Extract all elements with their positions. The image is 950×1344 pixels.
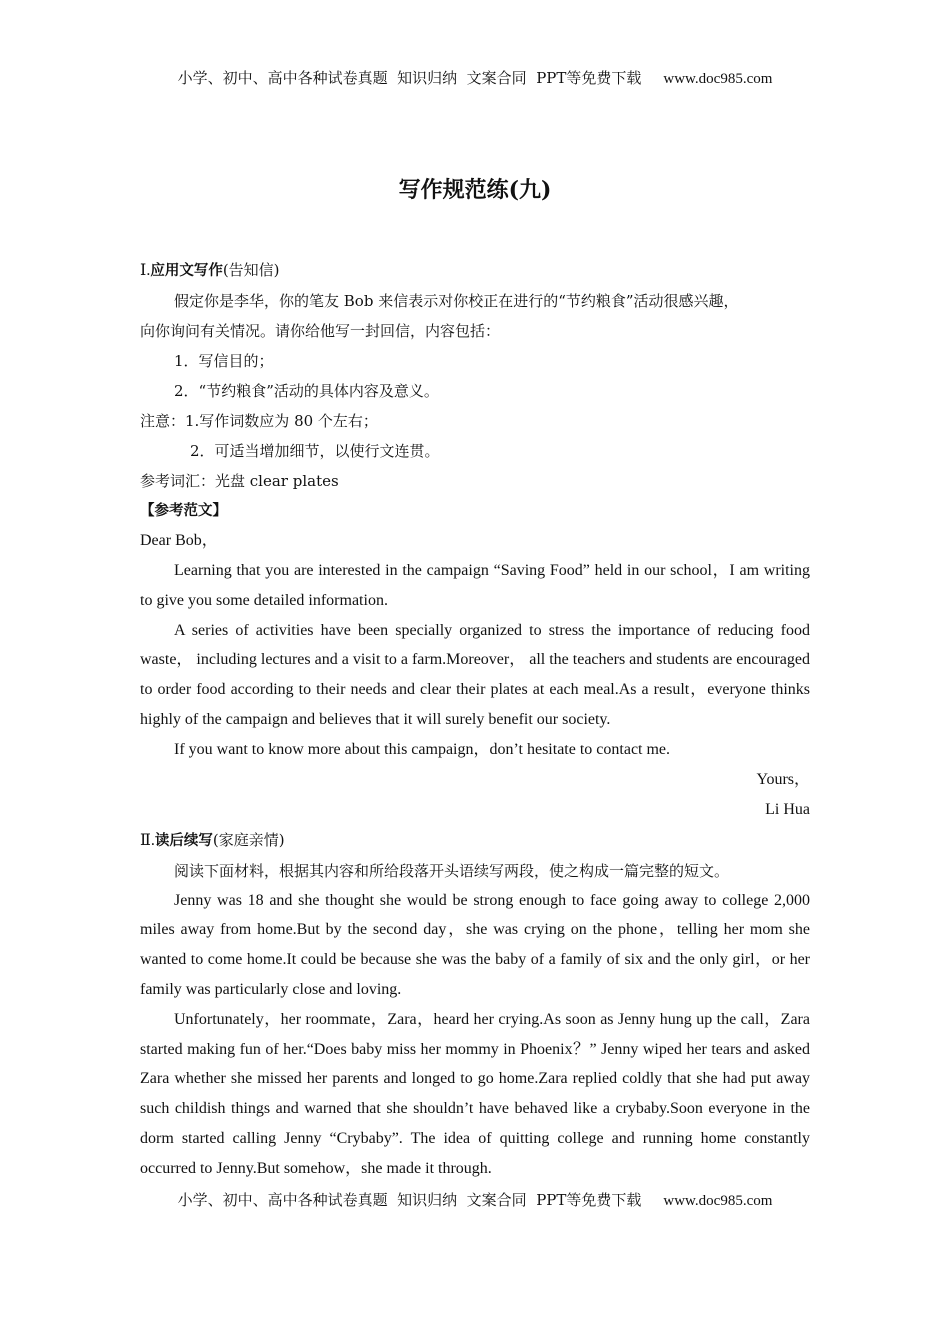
page-footer <box>0 1190 950 1211</box>
letter-signature: Li Hua <box>765 800 810 818</box>
section-2-heading <box>140 825 810 856</box>
section-1-number: Ⅰ. <box>140 262 151 279</box>
letter-paragraph-2: A series of activities have been specially organized to stress the importance of reducing food waste， including lectures and a visit to a farm.Moreover， all the teachers and students are encouraged to order food according to their needs and clear their plates at each meal.As a result，everyone thinks highly of the campaign and believes that it will surely benefit our society. <box>140 621 810 728</box>
page-title: 写作规范练(九) <box>398 177 552 203</box>
page-header <box>0 68 950 89</box>
header-text: 小学、初中、高中各种试卷真题 知识归纳 文案合同 PPT等免费下载 <box>177 69 642 87</box>
document-body <box>140 255 810 1184</box>
note-line-2: 2．可适当增加细节，以使行文连贯。 <box>190 442 440 460</box>
footer-site-link[interactable]: www.doc985.com <box>663 1193 773 1209</box>
footer-text: 小学、初中、高中各种试卷真题 知识归纳 文案合同 PPT等免费下载 <box>177 1191 642 1209</box>
letter-paragraph-3: If you want to know more about this campaign，don’t hesitate to contact me. <box>174 740 671 758</box>
letter-paragraph-1: Learning that you are interested in the campaign “Saving Food” held in our school，I am writing to give you some detailed information. <box>140 562 810 609</box>
prompt-item-2: 2．“节约粮食”活动的具体内容及意义。 <box>174 382 439 400</box>
vocab-line: 参考词汇：光盘 clear plates <box>140 472 339 490</box>
section-1-title: 应用文写作 <box>150 263 223 279</box>
section-1-type: (告知信) <box>222 261 280 279</box>
prompt-item-1: 1．写信目的； <box>174 352 274 370</box>
prompt-line-1: 假定你是李华，你的笔友 Bob 来信表示对你校正在进行的“节约粮食”活动很感兴趣， <box>174 292 739 310</box>
letter-salutation: Dear Bob， <box>140 532 218 549</box>
section-2-title: 读后续写 <box>154 832 213 849</box>
section-2-type: (家庭亲情) <box>212 830 285 849</box>
prompt-line-2: 向你询问有关情况。请你给他写一封回信，内容包括： <box>140 322 501 340</box>
reading-instruction: 阅读下面材料，根据其内容和所给段落开头语续写两段，使之构成一篇完整的短文。 <box>174 861 730 880</box>
header-site-link[interactable]: www.doc985.com <box>663 71 773 87</box>
section-1-heading <box>140 255 810 286</box>
sample-heading: 【参考范文】 <box>140 503 227 519</box>
letter-closing: Yours， <box>756 770 810 788</box>
note-line-1: 注意：1.写作词数应为 80 个左右； <box>140 412 378 430</box>
story-paragraph-1: Jenny was 18 and she thought she would be strong enough to face going away to college 2,000 miles away from home.But by the second day，she was crying on the phone，telling her mom she wanted to come home.It could be because she was the baby of a family of six and the only girl，or her family was particularly close and loving. <box>140 891 810 998</box>
section-2-number: Ⅱ. <box>140 831 155 849</box>
story-paragraph-2: Unfortunately，her roommate，Zara，heard her crying.As soon as Jenny hung up the call，Zara started making fun of her.“Does baby miss her mommy in Phoenix？” Jenny wiped her tears and asked Zara whether she missed her parents and longed to go home.Zara replied coldly that she had put away such childish things and warned that she shouldn’t have behaved like a crybaby.Soon everyone in the dorm started calling Jenny “Crybaby”. The idea of quitting college and running home constantly occurred to Jenny.But somehow，she made it through. <box>140 1010 810 1177</box>
